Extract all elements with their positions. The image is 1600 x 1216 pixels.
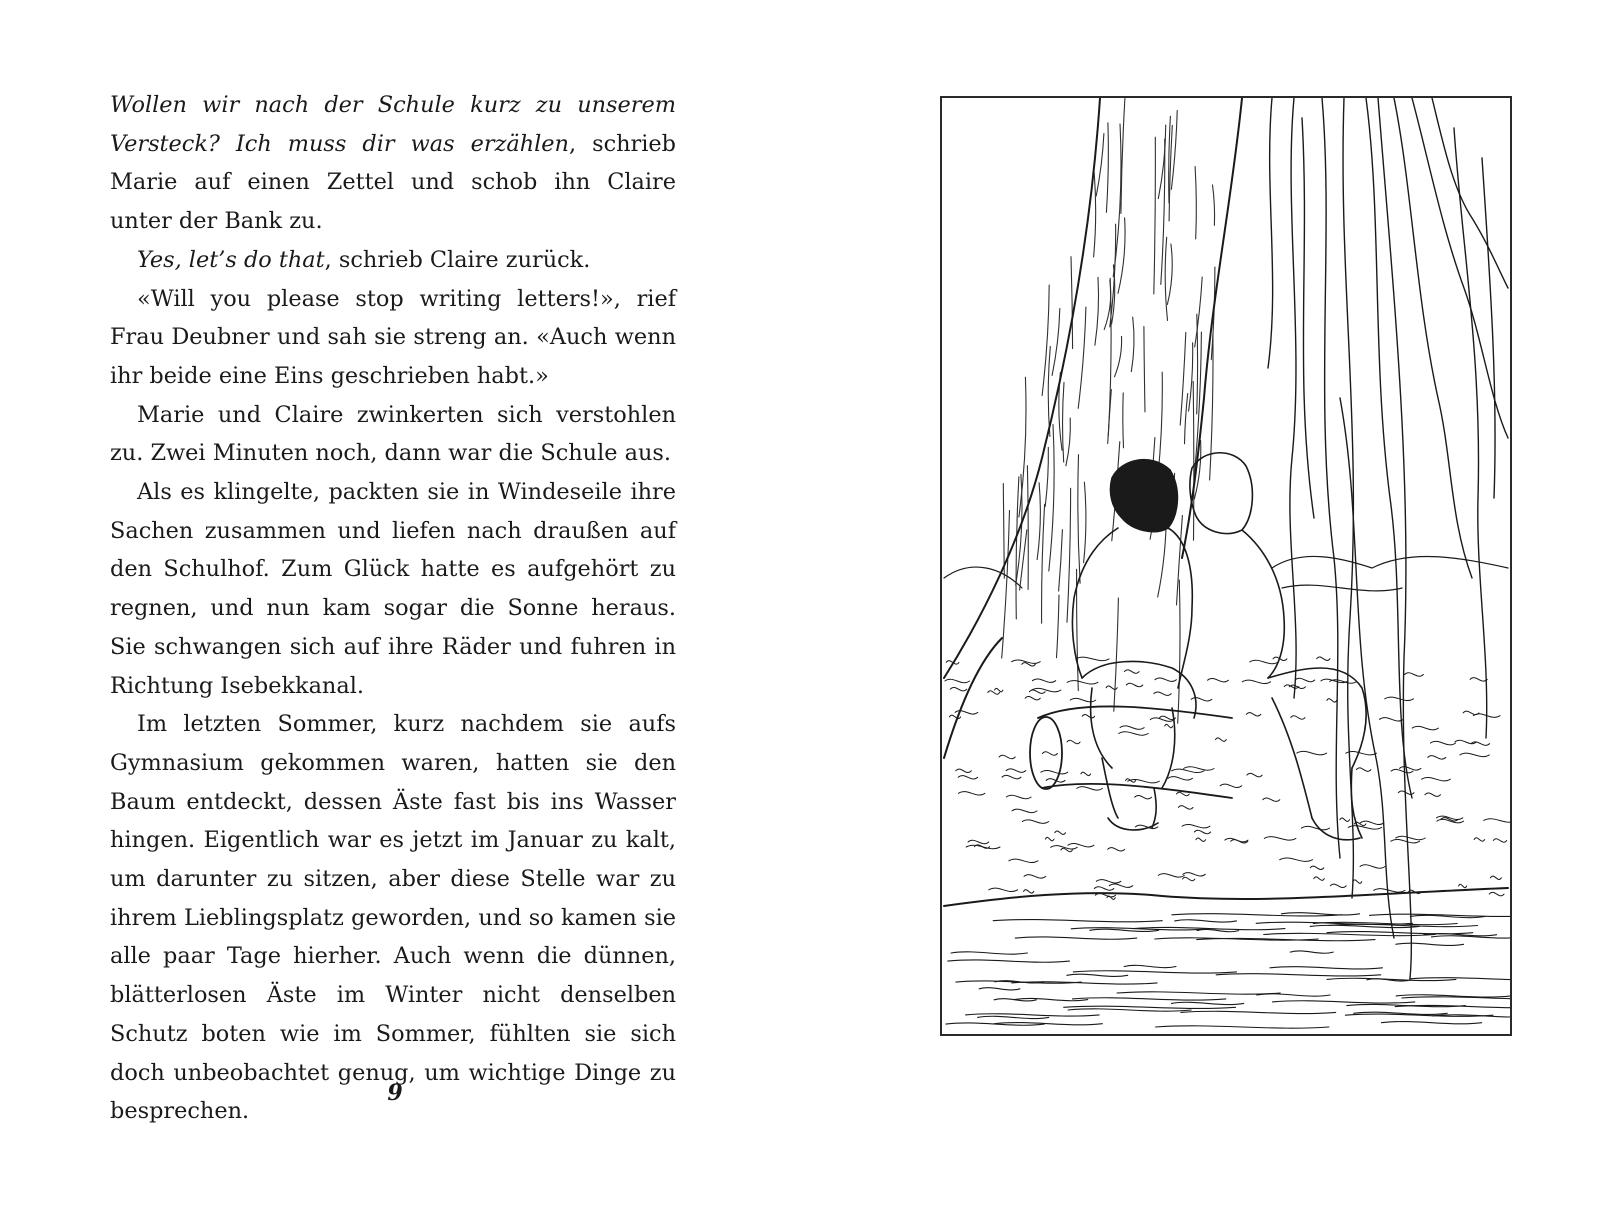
reply-text-italic: Yes, let’s do that: [137, 246, 325, 273]
pen-drawing-tree-two-girls: [942, 98, 1510, 1034]
paragraph-4: Marie und Claire zwinkerten sich verstohlen zu. Zwei Minuten noch, dann war die Schule aus.: [110, 401, 676, 467]
note-text-italic: Wollen wir nach der Schule kurz zu unserem Versteck? Ich muss dir was erzählen: [110, 92, 676, 157]
illustration-frame: [940, 96, 1512, 1036]
paragraph-6: Im letzten Sommer, kurz nachdem sie aufs Gymnasium gekommen waren, hatten sie den Baum entdeckt, dessen Äste fast bis ins Wasser hingen. Eigentlich war es jetzt im Januar zu kalt, um darunter zu sitzen, aber diese Stelle war zu ihrem Lieblingsplatz geworden, und so kamen sie alle paar Tage hierher. Auch wenn die dünnen, blätterlosen Äste im Winter nicht denselben Schutz boten wie im Sommer, fühlten sie sich doch unbeobachtet genug, um wichtige Dinge zu besprechen.: [110, 711, 676, 1125]
paragraph-5: Als es klingelte, packten sie in Windeseile ihre Sachen zusammen und liefen nach draußen auf den Schulhof. Zum Glück hatte es aufgehört zu regnen, und nun kam sogar die Sonne heraus. Sie schwangen sich auf ihre Räder und fuhren in Richtung Isebekkanal.: [110, 479, 676, 699]
paragraph-3: «Will you please stop writing letters!», rief Frau Deubner und sah sie streng an. «Auch wenn ihr beide eine Eins geschrieben habt.»: [110, 285, 676, 389]
water-lines: [946, 913, 1510, 1029]
paragraph-2: [110, 241, 676, 280]
paragraph-1: [110, 86, 676, 241]
hanging-branches: [1268, 98, 1508, 978]
girl-right-blond-hair: [1190, 453, 1366, 840]
trunk-hatching: [1002, 99, 1215, 724]
page-number: 9: [387, 1080, 403, 1106]
paragraph-2-rest: , schrieb Claire zurück.: [324, 246, 591, 273]
girl-left-dark-hair: [1072, 460, 1196, 830]
text-page-left: [110, 86, 676, 1131]
paragraph-1-rest: , schrieb Marie auf einen Zettel und schob ihn Claire unter der Bank zu.: [110, 130, 676, 235]
log-seat: [1030, 706, 1232, 798]
ground-scribbles: [945, 657, 1510, 899]
